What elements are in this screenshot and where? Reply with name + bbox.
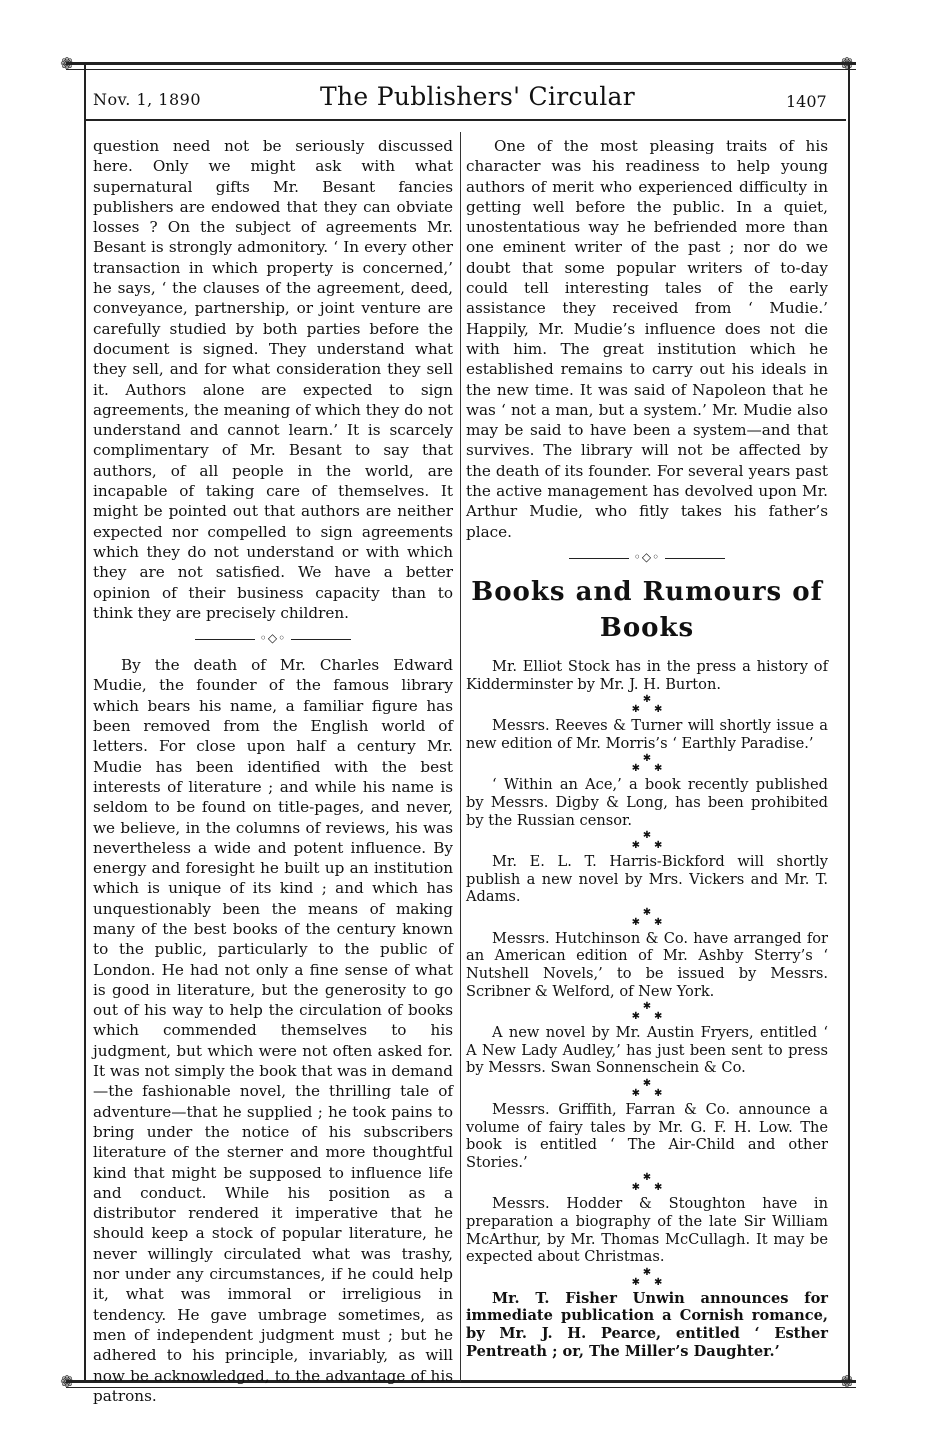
asterism-divider: ✱ ✱✱ bbox=[631, 753, 677, 775]
news-list bbox=[466, 658, 828, 1360]
asterism-divider: ✱ ✱✱ bbox=[631, 830, 677, 852]
section-separator: ◦◇◦ bbox=[93, 627, 453, 649]
asterism-divider: ✱ ✱✱ bbox=[631, 1001, 677, 1023]
section-heading-line1: Books and Rumours of bbox=[471, 576, 823, 607]
issue-date: Nov. 1, 1890 bbox=[93, 90, 202, 109]
news-item: Messrs. Hodder & Stoughton have in preparation a biography of the late Sir William McArthur, by Mr. Thomas McCullagh. It may be expected about Christmas. bbox=[466, 1195, 828, 1266]
news-item: Messrs. Reeves & Turner will shortly issue a new edition of Mr. Morris’s ‘ Earthly Paradise.’ bbox=[466, 717, 828, 752]
news-item: Mr. Elliot Stock has in the press a history of Kidderminster by Mr. J. H. Burton. bbox=[466, 657, 828, 693]
page-number: 1407 bbox=[786, 92, 827, 111]
mudie-obituary-paragraph: By the death of Mr. Charles Edward Mudie, the founder of the famous library which bears his name, a familiar figure has been removed from the English world of letters. For close upon half a century Mr. Mudie has been identified with the best interests of literature ; and while his name is seldom to be found on title-pages, and never, we believe, in the columns of reviews, his was nevertheless a wide and potent influence. By energy and foresight he built up an institution which is unique of its kind ; and which has unquestionably been the means of making many of the best books of the century known to the public, particularly to the public of London. He had not only a fine sense of what is good in literature, but the generosity to go out of his way to help the circulation of books which commended themselves to his judgment, but which were not often asked for. It was not simply the book that was in demand—the fashionable novel, the thrilling tale of adventure—that he supplied ; he took pains to bring under the notice of his subscribers literature of the sterner and more thoughtful kind that might be supposed to influence life and conduct. While his position as a distributor rendered it imperative that he should keep a stock of popular literature, he never willingly circulated what was trashy, nor under any circumstances, if he could help it, what was immoral or irreligious in tendency. He gave umbrage sometimes, as men of independent judgment must ; but he adhered to his principle, invariably, as will now be acknowledged, to the advantage of his patrons. bbox=[93, 656, 453, 1405]
news-item: A new novel by Mr. Austin Fryers, entitled ‘ A New Lady Audley,’ has just been sent to press by Messrs. Swan Sonnenschein & Co. bbox=[466, 1024, 828, 1077]
asterism-divider: ✱ ✱✱ bbox=[631, 1266, 677, 1288]
news-item: Mr. E. L. T. Harris-Bickford will shortly publish a new novel by Mrs. Vickers and Mr. T. Adams. bbox=[466, 853, 828, 906]
news-item: Messrs. Hutchinson & Co. have arranged for an American edition of Mr. Ashby Sterry’s ‘ Nutshell Novels,’ to be issued by Messrs. Scribner & Welford, of New York. bbox=[466, 929, 828, 1000]
publication-title: The Publishers' Circular bbox=[320, 82, 635, 111]
section-heading-line2: Books bbox=[599, 612, 695, 643]
corner-ornament-icon: ❁ bbox=[60, 1372, 74, 1391]
news-item: Mr. T. Fisher Unwin announces for immediate publication a Cornish romance, by Mr. J. H. Pearce, entitled ‘ Esther Pentreath ; or, The Miller’s Daughter.’ bbox=[466, 1289, 828, 1360]
asterism-divider: ✱ ✱✱ bbox=[631, 694, 677, 716]
left-column bbox=[93, 136, 453, 1406]
asterism-divider: ✱ ✱✱ bbox=[631, 1078, 677, 1100]
besant-paragraph: question need not be seriously discussed here. Only we might ask with what supernatural gifts Mr. Besant fancies publishers are endowed that they can obviate losses ? On the subject of agreements Mr. Besant is strongly admonitory. ‘ In every other transaction in which property is concerned,’ he says, ‘ the clauses of the agreement, deed, conveyance, partnership, or joint venture are carefully studied by both parties before the document is signed. They understand what they sell, and for what consideration they sell it. Authors alone are expected to sign agreements, the meaning of which they do not understand and cannot learn.’ It is scarcely complimentary of Mr. Besant to say that authors, of all people in the world, are incapable of taking care of themselves. It might be pointed out that authors are neither expected nor compelled to sign agreements which they do not understand or with which they are not satisfied. We have a better opinion of their business capacity than to think they are precisely children. bbox=[93, 137, 453, 622]
right-column bbox=[466, 136, 828, 1360]
asterism-divider: ✱ ✱✱ bbox=[631, 906, 677, 928]
mudie-continued-paragraph: One of the most pleasing traits of his character was his readiness to help young authors of merit who experienced difficulty in getting well before the public. In a quiet, unostentatious way he befriended more than one eminent writer of the past ; nor do we doubt that some popular writers of to-day could tell interesting tales of the early assistance they received from ‘ Mudie.’ Happily, Mr. Mudie’s influence does not die with him. The great institution which he established remains to carry out his ideals in the new time. It was said of Napoleon that he was ‘ not a man, but a system.’ Mr. Mudie also may be said to have been a system—and that survives. The library will not be affected by the death of its founder. For several years past the active management has devolved upon Mr. Arthur Mudie, who fitly takes his father’s place. bbox=[466, 137, 828, 541]
corner-ornament-icon: ❁ bbox=[60, 54, 74, 73]
news-item: Messrs. Griffith, Farran & Co. announce a volume of fairy tales by Mr. G. F. H. Low. The book is entitled ‘ The Air-Child and other Stories.’ bbox=[466, 1101, 828, 1171]
column-divider bbox=[460, 132, 461, 1382]
corner-ornament-icon: ❁ bbox=[840, 54, 854, 73]
section-heading bbox=[466, 574, 828, 646]
asterism-divider: ✱ ✱✱ bbox=[631, 1172, 677, 1194]
section-separator: ◦◇◦ bbox=[466, 546, 828, 568]
news-item: ‘ Within an Ace,’ a book recently published by Messrs. Digby & Long, has been prohibited by the Russian censor. bbox=[466, 776, 828, 829]
corner-ornament-icon: ❁ bbox=[840, 1372, 854, 1391]
